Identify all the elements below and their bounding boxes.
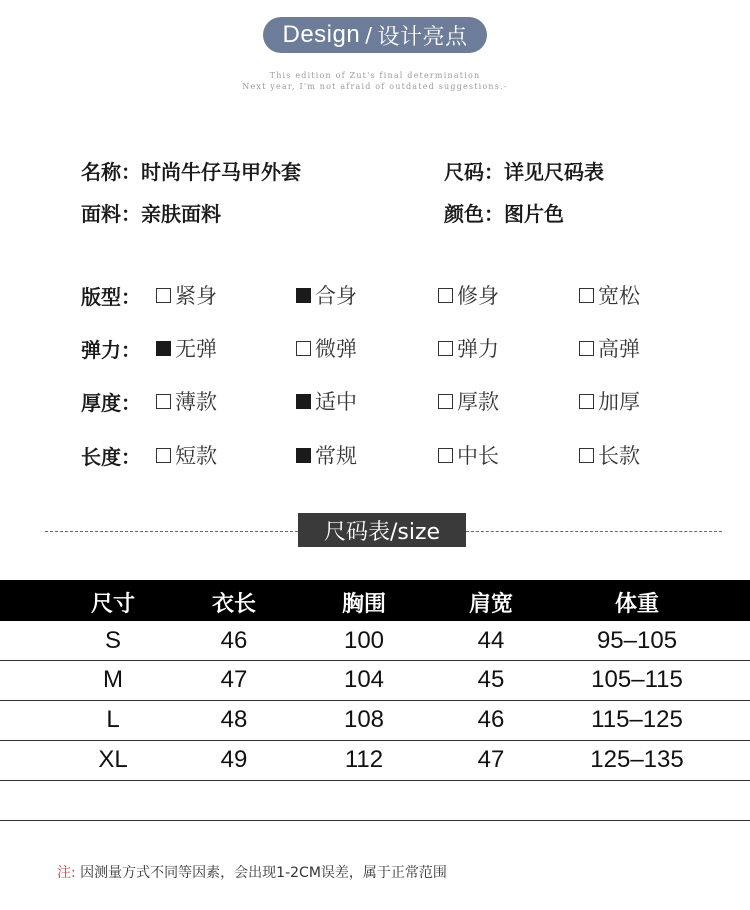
table-row — [0, 661, 750, 701]
table-cell: 125–135 — [590, 746, 684, 773]
table-cell: 44 — [477, 627, 505, 654]
attribute-option — [579, 333, 640, 363]
unchecked-box-icon — [296, 341, 311, 356]
size-table-header — [0, 580, 750, 621]
attribute-label: 厚度： — [81, 391, 141, 415]
size-section-divider-right — [466, 531, 722, 532]
attribute-label: 版型： — [81, 285, 141, 309]
attribute-option-label: 适中 — [315, 390, 357, 414]
unchecked-box-icon — [579, 448, 594, 463]
attribute-option-label: 宽松 — [598, 284, 640, 308]
size-section-divider-left — [45, 531, 298, 532]
design-title-en: Design — [282, 21, 361, 48]
attribute-option-label: 短款 — [175, 444, 217, 468]
table-cell: XL — [98, 746, 128, 773]
table-cell: 95–105 — [596, 627, 678, 654]
table-cell: 47 — [220, 666, 248, 693]
unchecked-box-icon — [579, 341, 594, 356]
table-cell: 104 — [343, 666, 385, 693]
table-header-cell: 胸围 — [341, 592, 387, 617]
fabric-key: 面料： — [81, 202, 141, 226]
size-value: 详见尺码表 — [504, 160, 604, 184]
attribute-option-label: 紧身 — [175, 284, 217, 308]
unchecked-box-icon — [438, 288, 453, 303]
table-header-cell: 衣长 — [211, 592, 257, 617]
attribute-option — [579, 386, 640, 416]
attribute-option — [296, 280, 357, 310]
measurement-note — [57, 862, 447, 882]
attribute-option — [296, 440, 357, 470]
attribute-option — [156, 386, 217, 416]
design-title-badge — [263, 17, 487, 53]
attribute-option-label: 薄款 — [175, 390, 217, 414]
attribute-option — [579, 280, 640, 310]
note-prefix: 注: — [57, 865, 76, 881]
table-cell: M — [103, 666, 123, 693]
attribute-option — [438, 333, 499, 363]
attribute-option — [156, 333, 217, 363]
table-row — [0, 701, 750, 741]
attribute-option — [579, 440, 640, 470]
attribute-option-label: 合身 — [315, 284, 357, 308]
design-title-cn: 设计亮点 — [377, 24, 468, 50]
color-field — [444, 198, 564, 227]
table-cell: 100 — [343, 627, 385, 654]
table-header-cell: 尺寸 — [90, 592, 136, 617]
attribute-option — [438, 386, 499, 416]
table-row-divider — [0, 780, 750, 781]
attribute-option-label: 微弹 — [315, 337, 357, 361]
design-title-separator: / — [365, 23, 373, 47]
table-cell: 46 — [220, 627, 248, 654]
table-cell: L — [106, 706, 120, 733]
table-header-cell: 体重 — [614, 592, 660, 617]
color-key: 颜色： — [444, 202, 504, 226]
attribute-option-label: 修身 — [457, 284, 499, 308]
attribute-option — [438, 440, 499, 470]
table-cell: 115–125 — [591, 706, 683, 733]
table-row — [0, 741, 750, 781]
table-cell: 47 — [477, 746, 505, 773]
product-name-value: 时尚牛仔马甲外套 — [141, 160, 301, 184]
attribute-option-label: 中长 — [457, 444, 499, 468]
table-cell: 46 — [477, 706, 505, 733]
unchecked-box-icon — [438, 394, 453, 409]
size-key: 尺码： — [444, 160, 504, 184]
table-cell: 105–115 — [591, 666, 683, 693]
note-text: 因测量方式不同等因素，会出现1-2CM误差，属于正常范围 — [80, 865, 447, 881]
size-field — [444, 156, 604, 185]
attribute-label: 长度： — [81, 445, 141, 469]
size-chart-title: 尺码表/size — [298, 513, 466, 547]
attribute-option — [156, 280, 217, 310]
unchecked-box-icon — [438, 341, 453, 356]
product-name-field — [81, 156, 301, 185]
unchecked-box-icon — [156, 448, 171, 463]
unchecked-box-icon — [579, 394, 594, 409]
table-cell: 108 — [343, 706, 385, 733]
fabric-value: 亲肤面料 — [141, 202, 221, 226]
attribute-option-label: 弹力 — [457, 337, 499, 361]
unchecked-box-icon — [156, 288, 171, 303]
checked-box-icon — [296, 394, 311, 409]
unchecked-box-icon — [156, 394, 171, 409]
attribute-option-label: 厚款 — [457, 390, 499, 414]
attribute-option-label: 高弹 — [598, 337, 640, 361]
attribute-option-label: 长款 — [598, 444, 640, 468]
attribute-option — [156, 440, 217, 470]
table-header-cell: 肩宽 — [468, 592, 514, 617]
fabric-field — [81, 198, 221, 227]
attribute-option-label: 常规 — [315, 444, 357, 468]
product-name-key: 名称： — [81, 160, 141, 184]
attribute-option-label: 加厚 — [598, 390, 640, 414]
attribute-label: 弹力： — [81, 338, 141, 362]
unchecked-box-icon — [438, 448, 453, 463]
checked-box-icon — [296, 448, 311, 463]
table-cell: 45 — [477, 666, 505, 693]
design-subtitle-line1: This edition of Zut's final determination — [269, 71, 481, 80]
table-cell: 112 — [344, 746, 384, 773]
table-cell: 48 — [220, 706, 248, 733]
table-cell: 49 — [220, 746, 248, 773]
design-subtitle-line2: Next year, I'm not afraid of outdated suggestions.- — [242, 82, 508, 91]
checked-box-icon — [296, 288, 311, 303]
table-bottom-border — [0, 820, 750, 821]
unchecked-box-icon — [579, 288, 594, 303]
table-row — [0, 622, 750, 662]
color-value: 图片色 — [504, 202, 564, 226]
table-cell: S — [104, 627, 122, 654]
attribute-option — [438, 280, 499, 310]
attribute-option-label: 无弹 — [175, 337, 217, 361]
attribute-option — [296, 386, 357, 416]
checked-box-icon — [156, 341, 171, 356]
attribute-option — [296, 333, 357, 363]
